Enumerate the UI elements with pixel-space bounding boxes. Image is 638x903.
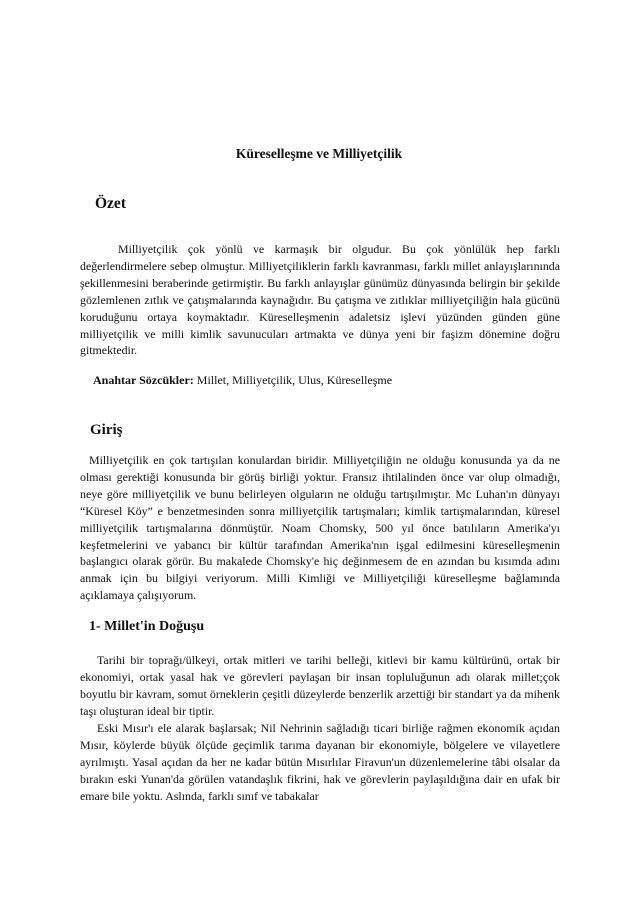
keywords-label: Anahtar Sözcükler: (93, 373, 194, 387)
intro-heading: Giriş (90, 422, 123, 438)
document-title: Küreselleşme ve Milliyetçilik (235, 146, 403, 161)
intro-paragraph: Milliyetçilik en çok tartışılan konulardan biridir. Milliyetçiliğin ne olduğu konusunda ya da ne olması gerektiği konusunda bir görüş birliği yoktur. Fransız ihtilalinden önce var olup olmadığı, neye göre milliyetçilik ve bunu belirleyen olguların ne olduğu tartışılmıştır. Mc Luhan'ın dünyayı “Küresel Köy” e benzetmesinden sonra milliyetçilik tartışmaları; kimlik tartışmalarından, küresel milliyetçilik tartışmalarına dönmüştür. Noam Chomsky, 500 yıl önce batılıların Amerika'yı keşfetmelerini ve yabancı bir kültür tarafından Amerika'nın işgal edilmesini küreselleşmenin başlangıcı olarak görür. Bu makalede Chomsky'e hiç değinmesem de en azından bu kısımda adını anmak için bu bilgiyi veriyorum. Milli Kimliği ve Milliyetçiliği küreselleşme bağlamında açıklamaya çalışıyorum. (80, 453, 560, 603)
section1-heading: 1- Millet'in Doğuşu (89, 619, 205, 634)
section1-paragraph-1: Tarihi bir toprağı/ülkeyi, ortak mitleri ve tarihi belleği, kitlevi bir kamu kültürünü, ortak bir ekonomiyi, ortak yasal hak ve görevleri paylaşan bir insan topluluğunun adı olarak millet;çok boyutlu bir kavram, somut örneklerin çeşitli düzeylerde benzerlik arzettiği bir standart ya da mihenk taşı oluşturan ideal bir tiptir. (80, 653, 560, 718)
keywords-line (93, 373, 392, 388)
abstract-paragraph: Milliyetçilik çok yönlü ve karmaşık bir olgudur. Bu çok yönlülük hep farklı değerlendirmelere sebep olmuştur. Milliyetçiliklerin farklı kavranması, farklı millet anlayışlarınında şekillenmesini beraberinde getirmiştir. Bu farklı anlayışlar günümüz dünyasında belirgin bir şekilde gözlemlenen zıtlık ve çatışmalarında kaynağıdır. Bu çatışma ve zıtlıklar milliyetçiliğin hala gücünü koruduğunu ortaya koymaktadır. Küreselleşmenin adaletsiz işlevi yüzünden günden güne milliyetçilik ve milli kimlik savunucuları artmakta ve dünya yeni bir faşizm dönemine doğru gitmektedir. (80, 242, 560, 358)
section1-body-2 (80, 720, 560, 805)
intro-body (80, 452, 560, 604)
abstract-body (80, 241, 560, 359)
abstract-heading: Özet (95, 195, 126, 212)
section1-body-1 (80, 652, 560, 720)
keywords-value: Millet, Milliyetçilik, Ulus, Küreselleşme (193, 373, 393, 387)
section1-paragraph-2: Eski Mısır'ı ele alarak başlarsak; Nil Nehrinin sağladığı ticari birliğe rağmen ekonomik açıdan Mısır, köylerde büyük ölçüde geçimlik tarıma dayanan bir ekonomiyle, bölgelere ve vilayetlere ayrılmıştı. Yasal açıdan da her ne kadar bütün Mısırlılar Firavun'un düzenlemelerine tâbi olsalar da bırakın eski Yunan'da görülen vatandaşlık fikrini, hak ve görevlerin paylaşıldığına dair en ufak bir emare bile yoktu. Aslında, farklı sınıf ve tabakalar (80, 721, 560, 803)
